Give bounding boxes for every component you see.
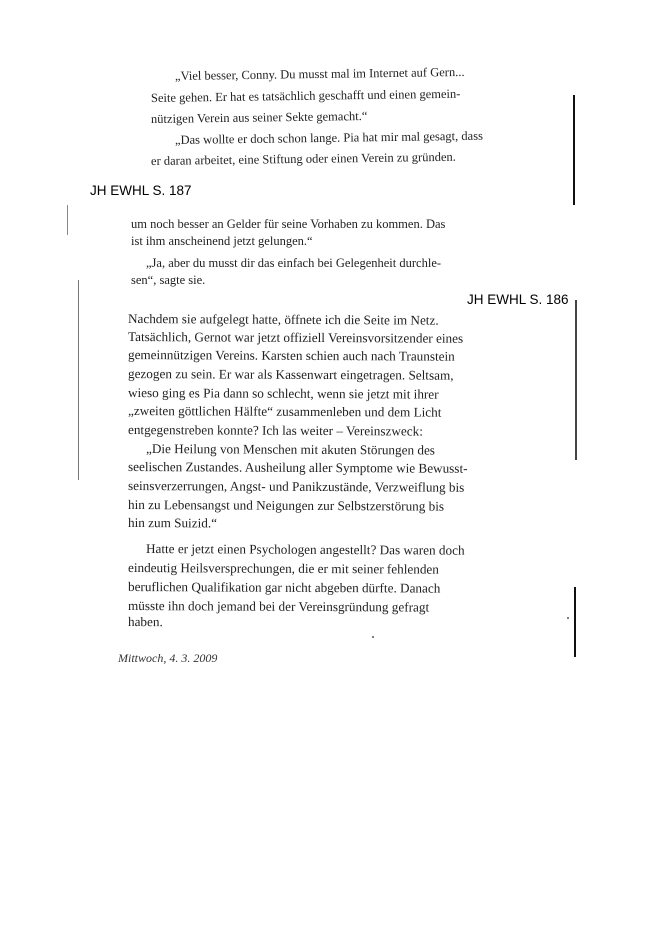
text-line: „Viel besser, Conny. Du musst mal im Internet auf Gern... [174, 64, 465, 83]
scan-margin-line [575, 300, 577, 460]
text-line: Seite gehen. Er hat es tatsächlich geschafft und einen gemein- [150, 86, 461, 105]
text-line: müsste ihn doch jemand bei der Vereinsgründung gefragt [127, 598, 430, 615]
text-line: „Ja, aber du musst dir das einfach bei Gelegenheit durchle- [146, 256, 442, 270]
text-line: eindeutig Heilsversprechungen, die er mit seiner fehlenden [127, 560, 439, 577]
text-line: entgegenstreben konnte? Ich las weiter – Vereinszweck: [127, 422, 423, 439]
text-line: „zweiten göttlichen Hälfte“ zusammenleben und dem Licht [127, 403, 442, 420]
text-line: sen“, sagte sie. [131, 273, 206, 287]
text-line: haben. [127, 614, 163, 630]
text-line: nützigen Verein aus seiner Sekte gemacht.“ [150, 108, 368, 126]
text-line: gemeinnützigen Vereins. Karsten schien auch nach Traunstein [127, 347, 455, 364]
text-line: „Das wollte er doch schon lange. Pia hat mir mal gesagt, dass [174, 128, 483, 147]
text-line: hin zum Suizid.“ [127, 515, 218, 531]
text-line: hin zu Lebensangst und Neigungen zur Selbstzerstörung bis [127, 497, 445, 514]
text-line: seelischen Zustandes. Ausheilung aller Symptome wie Bewusst- [127, 459, 468, 476]
page-reference-stamp: JH EWHL S. 187 [90, 183, 192, 198]
scan-speck [372, 636, 374, 638]
text-line: gezogen zu sein. Er war als Kassenwart eingetragen. Seltsam, [127, 366, 454, 383]
text-line: er daran arbeitet, eine Stiftung oder einen Verein zu gründen. [150, 149, 456, 168]
text-line: Nachdem sie aufgelegt hatte, öffnete ich die Seite im Netz. [127, 311, 439, 328]
text-line: wieso ging es Pia dann so schlecht, wenn sie jetzt mit ihrer [127, 385, 439, 402]
scan-margin-line [574, 587, 576, 657]
text-line: ist ihm anscheinend jetzt gelungen.“ [131, 234, 313, 248]
text-line: Hatte er jetzt einen Psychologen angestellt? Das waren doch [145, 541, 465, 558]
text-line: Tatsächlich, Gernot war jetzt offiziell Vereinsvorsitzender eines [127, 329, 464, 346]
scan-margin-line [78, 280, 79, 480]
page-footer-date: Mittwoch, 4. 3. 2009 [118, 651, 218, 665]
scan-margin-line [573, 95, 575, 205]
text-line: um noch besser an Gelder für seine Vorhaben zu kommen. Das [131, 217, 446, 231]
text-line: „Die Heilung von Menschen mit akuten Störungen des [145, 441, 436, 458]
scan-margin-line [67, 205, 68, 235]
text-line: beruflichen Qualifikation gar nicht abgeben dürfte. Danach [127, 579, 441, 596]
text-line: seinsverzerrungen, Angst- und Panikzustände, Verzweiflung bis [127, 478, 465, 495]
scan-speck [567, 617, 569, 619]
page-reference-stamp: JH EWHL S. 186 [467, 292, 569, 307]
